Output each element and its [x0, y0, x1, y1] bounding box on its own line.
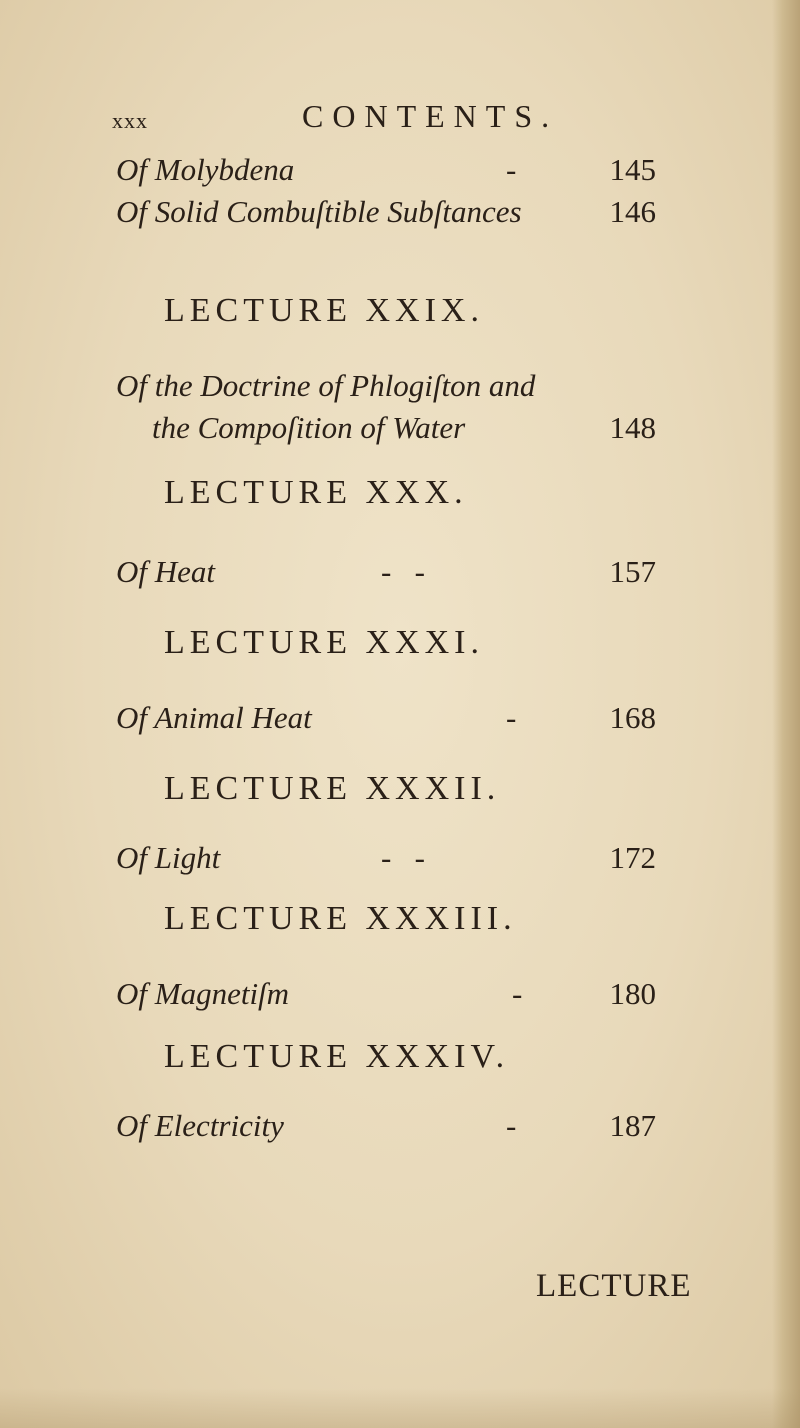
toc-entry-title: Of Electricity	[116, 1108, 284, 1143]
lecture-heading-xxxi: LECTURE XXXI.	[164, 624, 484, 661]
toc-entry-title: Of the Doctrine of Phlogiſton and	[116, 368, 536, 403]
toc-entry-combustible	[116, 194, 656, 234]
toc-entry-page: 172	[609, 840, 656, 875]
toc-entry-leader: -	[512, 976, 523, 1011]
toc-entry-page: 187	[609, 1108, 656, 1143]
toc-entry-molybdena	[116, 152, 656, 192]
lecture-heading-xxxiii: LECTURE XXXIII.	[164, 900, 517, 937]
catchword: LECTURE	[536, 1268, 692, 1304]
toc-entry-magnetism	[116, 976, 656, 1016]
toc-entry-page: 180	[609, 976, 656, 1011]
running-title: CONTENTS.	[302, 98, 559, 134]
lecture-heading-xxix: LECTURE XXIX.	[164, 292, 484, 329]
toc-entry-leader: - -	[381, 840, 425, 875]
toc-entry-phlogiston-line1	[116, 368, 656, 408]
lecture-heading-xxx: LECTURE XXX.	[164, 474, 468, 511]
toc-entry-page: 146	[609, 194, 656, 229]
toc-entry-electricity	[116, 1108, 656, 1148]
lecture-heading-xxxiv: LECTURE XXXIV.	[164, 1038, 510, 1075]
toc-entry-title: the Compoſition of Water	[152, 410, 466, 445]
toc-entry-phlogiston-line2	[152, 410, 656, 450]
toc-entry-page: 168	[609, 700, 656, 735]
toc-entry-light	[116, 840, 656, 880]
page-bottom-shadow	[0, 1388, 800, 1428]
toc-entry-page: 148	[609, 410, 656, 445]
toc-entry-leader: -	[506, 700, 517, 735]
toc-entry-title: Of Molybdena	[116, 152, 295, 187]
toc-entry-leader: - -	[381, 554, 425, 589]
toc-entry-heat	[116, 554, 656, 594]
toc-entry-page: 157	[609, 554, 656, 589]
toc-entry-title: Of Light	[116, 840, 221, 875]
page-edge-shadow	[772, 0, 800, 1428]
toc-entry-leader: -	[506, 1108, 517, 1143]
toc-entry-leader: -	[506, 152, 517, 187]
toc-entry-animal-heat	[116, 700, 656, 740]
toc-entry-title: Of Solid Combuſtible Subſtances	[116, 194, 522, 229]
lecture-heading-xxxii: LECTURE XXXII.	[164, 770, 501, 807]
toc-entry-title: Of Heat	[116, 554, 216, 589]
toc-entry-title: Of Animal Heat	[116, 700, 312, 735]
toc-entry-title: Of Magnetiſm	[116, 976, 290, 1011]
running-header	[112, 98, 652, 138]
toc-entry-page: 145	[609, 152, 656, 187]
page-folio: xxx	[112, 108, 148, 133]
